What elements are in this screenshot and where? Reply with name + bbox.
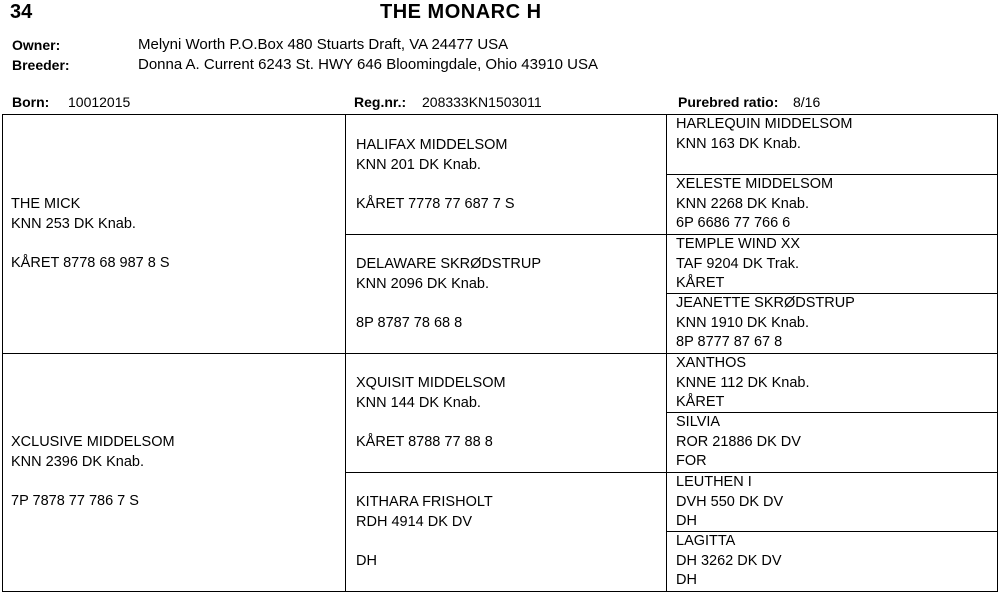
dam-dam-cell bbox=[346, 472, 667, 591]
born-label: Born: bbox=[12, 94, 50, 110]
breeder-value: Donna A. Current 6243 St. HWY 646 Bloomingdale, Ohio 43910 USA bbox=[138, 56, 598, 73]
dds-extra: DH bbox=[676, 513, 697, 529]
reg-value: 208333KN1503011 bbox=[422, 94, 542, 110]
ddd-extra: DH bbox=[676, 572, 697, 588]
dsd-extra: FOR bbox=[676, 453, 707, 469]
page-title: THE MONARC H bbox=[380, 1, 542, 23]
dam-cell bbox=[3, 353, 346, 591]
sire-sire-name: HALIFAX MIDDELSOM bbox=[356, 137, 508, 153]
pedigree-table bbox=[2, 114, 998, 592]
dam-sire-name: XQUISIT MIDDELSOM bbox=[356, 375, 506, 391]
ssd-extra: 6P 6686 77 766 6 bbox=[676, 215, 791, 231]
dsd-reg: ROR 21886 DK DV bbox=[676, 433, 801, 450]
dam-name: XCLUSIVE MIDDELSOM bbox=[11, 434, 175, 450]
ddd-name: LAGITTA bbox=[676, 533, 736, 549]
sire-sire-dam-cell bbox=[667, 174, 997, 234]
dam-dam-sire-cell bbox=[667, 472, 997, 531]
sire-name: THE MICK bbox=[11, 196, 81, 212]
dam-sire-cell bbox=[346, 353, 667, 472]
dsd-name: SILVIA bbox=[676, 414, 721, 430]
sire-extra: KÅRET 8778 68 987 8 S bbox=[11, 254, 170, 271]
sss-name: HARLEQUIN MIDDELSOM bbox=[676, 116, 853, 132]
dam-dam-extra: DH bbox=[356, 552, 377, 569]
sire-sire-extra: KÅRET 7778 77 687 7 S bbox=[356, 195, 515, 212]
dam-sire-sire-cell bbox=[667, 353, 997, 412]
born-value: 10012015 bbox=[68, 94, 131, 110]
dss-name: XANTHOS bbox=[676, 355, 747, 371]
ssd-name: XELESTE MIDDELSOM bbox=[676, 176, 834, 192]
dds-reg: DVH 550 DK DV bbox=[676, 493, 784, 510]
ssd-reg: KNN 2268 DK Knab. bbox=[676, 195, 809, 212]
dss-extra: KÅRET bbox=[676, 394, 725, 410]
sds-extra: KÅRET bbox=[676, 275, 725, 291]
dam-extra: 7P 7878 77 786 7 S bbox=[11, 492, 139, 509]
sds-name: TEMPLE WIND XX bbox=[676, 236, 801, 252]
sire-dam-name: DELAWARE SKRØDSTRUP bbox=[356, 256, 542, 272]
dam-reg: KNN 2396 DK Knab. bbox=[11, 453, 144, 470]
sire-dam-reg: KNN 2096 DK Knab. bbox=[356, 275, 489, 292]
sdd-reg: KNN 1910 DK Knab. bbox=[676, 314, 809, 331]
owner-value: Melyni Worth P.O.Box 480 Stuarts Draft, VA 24477 USA bbox=[138, 36, 509, 53]
reg-label: Reg.nr.: bbox=[354, 94, 407, 110]
sss-reg: KNN 163 DK Knab. bbox=[676, 135, 801, 152]
sire-dam-extra: 8P 8787 78 68 8 bbox=[356, 314, 463, 331]
sire-dam-dam-cell bbox=[667, 293, 997, 353]
sds-reg: TAF 9204 DK Trak. bbox=[676, 255, 800, 272]
dam-sire-reg: KNN 144 DK Knab. bbox=[356, 394, 481, 411]
sire-sire-sire-cell bbox=[667, 115, 997, 174]
sire-dam-cell bbox=[346, 234, 667, 353]
sire-sire-reg: KNN 201 DK Knab. bbox=[356, 156, 481, 173]
dam-dam-reg: RDH 4914 DK DV bbox=[356, 513, 473, 530]
dds-name: LEUTHEN I bbox=[676, 474, 752, 490]
dam-dam-name: KITHARA FRISHOLT bbox=[356, 494, 493, 510]
sdd-name: JEANETTE SKRØDSTRUP bbox=[676, 295, 855, 311]
dam-dam-dam-cell bbox=[667, 531, 997, 591]
sire-sire-cell bbox=[346, 115, 667, 234]
breeder-label: Breeder: bbox=[12, 57, 70, 73]
dss-reg: KNNE 112 DK Knab. bbox=[676, 374, 810, 391]
dam-sire-extra: KÅRET 8788 77 88 8 bbox=[356, 433, 493, 450]
sire-cell bbox=[3, 115, 346, 353]
ddd-reg: DH 3262 DK DV bbox=[676, 552, 782, 569]
catalog-number: 34 bbox=[10, 1, 33, 23]
purebred-ratio-value: 8/16 bbox=[793, 94, 821, 110]
owner-label: Owner: bbox=[12, 37, 61, 53]
sire-dam-sire-cell bbox=[667, 234, 997, 293]
dam-sire-dam-cell bbox=[667, 412, 997, 472]
sire-reg: KNN 253 DK Knab. bbox=[11, 215, 136, 232]
sdd-extra: 8P 8777 87 67 8 bbox=[676, 334, 783, 350]
purebred-ratio-label: Purebred ratio: bbox=[678, 94, 779, 110]
